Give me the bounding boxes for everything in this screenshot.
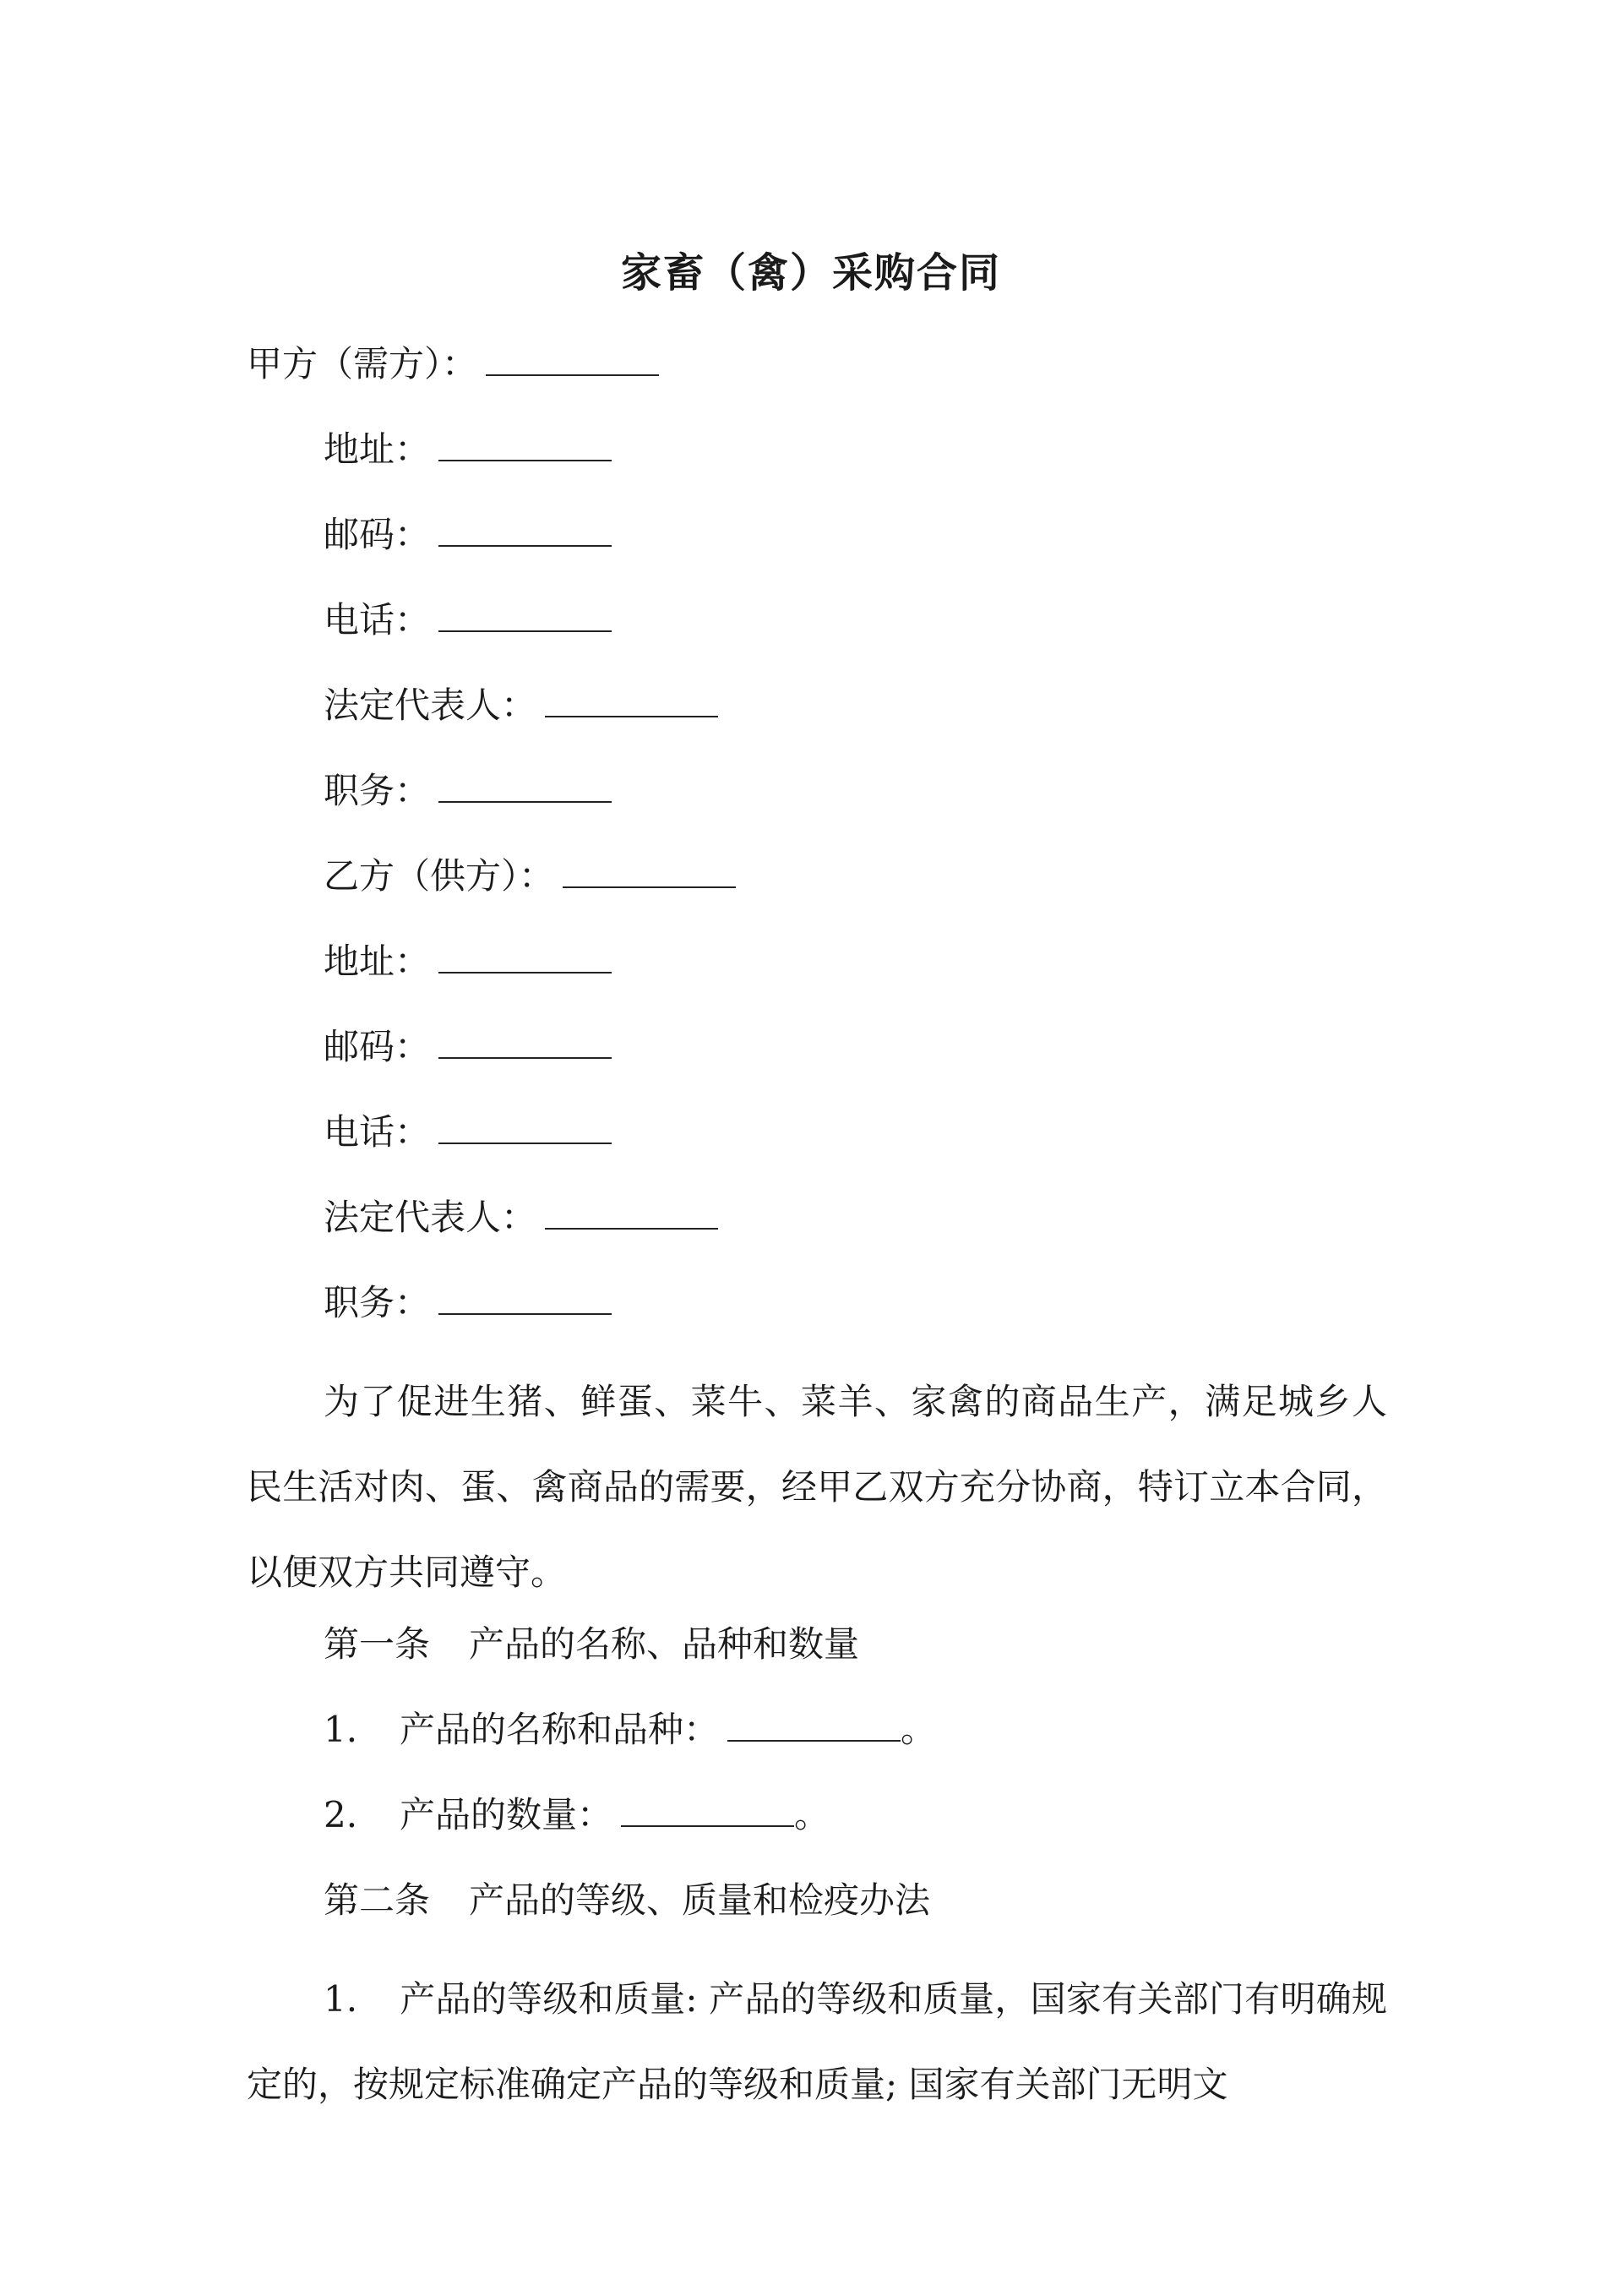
party-a-address-line (324, 420, 612, 479)
party-a-representative-label: 法定代表人： (324, 684, 537, 726)
preamble-paragraph: 为了促进生猪、鲜蛋、菜牛、菜羊、家禽的商品生产，满足城乡人民生活对肉、蛋、禽商品的需要，经甲乙双方充分协商，特订立本合同，以便双方共同遵守。 (247, 1381, 1387, 1593)
party-b-phone-blank[interactable] (438, 1109, 612, 1144)
item-suffix: 。 (901, 1709, 937, 1750)
party-b-address-blank[interactable] (438, 938, 612, 973)
article-1-item-2 (324, 1786, 830, 1845)
item-number: 1. (324, 1978, 358, 2020)
party-b-representative-label: 法定代表人： (324, 1197, 537, 1238)
party-b-line (324, 847, 736, 906)
party-b-phone-line (324, 1103, 612, 1162)
item-suffix: 。 (794, 1794, 830, 1835)
party-a-label: 甲方（需方）： (247, 343, 478, 384)
party-a-phone-line (324, 591, 612, 650)
article-1-title: 产品的名称、品种和数量 (469, 1623, 860, 1665)
article-2-title: 产品的等级、质量和检疫办法 (469, 1879, 931, 1921)
contract-title: 家畜（禽）采购合同 (620, 249, 1001, 297)
article-2-number: 第二条 (324, 1879, 431, 1921)
party-b-address-label: 地址： (324, 941, 431, 982)
item-number: 2. (324, 1794, 358, 1835)
product-name-blank[interactable] (727, 1706, 901, 1742)
party-b-blank[interactable] (563, 853, 736, 888)
party-b-representative-line (324, 1188, 718, 1247)
party-a-blank[interactable] (486, 341, 659, 376)
party-a-line (247, 335, 659, 394)
party-b-position-label: 职务： (324, 1282, 431, 1323)
party-a-postcode-blank[interactable] (438, 511, 612, 547)
party-a-representative-blank[interactable] (545, 682, 718, 717)
article-2-item-1-text: 产品的等级和质量: 产品的等级和质量，国家有关部门有明确规定的，按规定标准确定产品的等级和质量; 国家有关部门无明文 (247, 1978, 1387, 2105)
party-b-position-blank[interactable] (438, 1279, 612, 1315)
party-a-phone-label: 电话： (324, 599, 431, 641)
party-b-postcode-line (324, 1017, 612, 1077)
party-a-address-blank[interactable] (438, 426, 612, 461)
party-b-postcode-label: 邮码： (324, 1026, 431, 1067)
party-a-postcode-line (324, 505, 612, 564)
party-a-representative-line (324, 676, 718, 735)
article-1-item-1 (324, 1700, 936, 1759)
party-b-phone-label: 电话： (324, 1111, 431, 1153)
article-1-heading (324, 1615, 859, 1674)
product-quantity-blank[interactable] (621, 1792, 794, 1827)
party-a-address-label: 地址： (324, 428, 431, 470)
item-label: 产品的名称和品种： (400, 1709, 720, 1750)
item-number: 1. (324, 1709, 358, 1750)
party-a-phone-blank[interactable] (438, 597, 612, 632)
party-a-postcode-label: 邮码： (324, 514, 431, 555)
party-b-postcode-blank[interactable] (438, 1023, 612, 1059)
party-b-representative-blank[interactable] (545, 1194, 718, 1230)
item-label: 产品的数量： (400, 1794, 613, 1835)
party-a-position-label: 职务： (324, 770, 431, 811)
article-2-item-1 (247, 1956, 1387, 2127)
article-2-heading (324, 1871, 930, 1930)
article-1-number: 第一条 (324, 1623, 431, 1665)
party-b-address-line (324, 932, 612, 991)
party-b-label: 乙方（供方）： (324, 855, 555, 897)
party-b-position-line (324, 1273, 612, 1333)
party-a-position-line (324, 761, 612, 821)
party-a-position-blank[interactable] (438, 767, 612, 803)
